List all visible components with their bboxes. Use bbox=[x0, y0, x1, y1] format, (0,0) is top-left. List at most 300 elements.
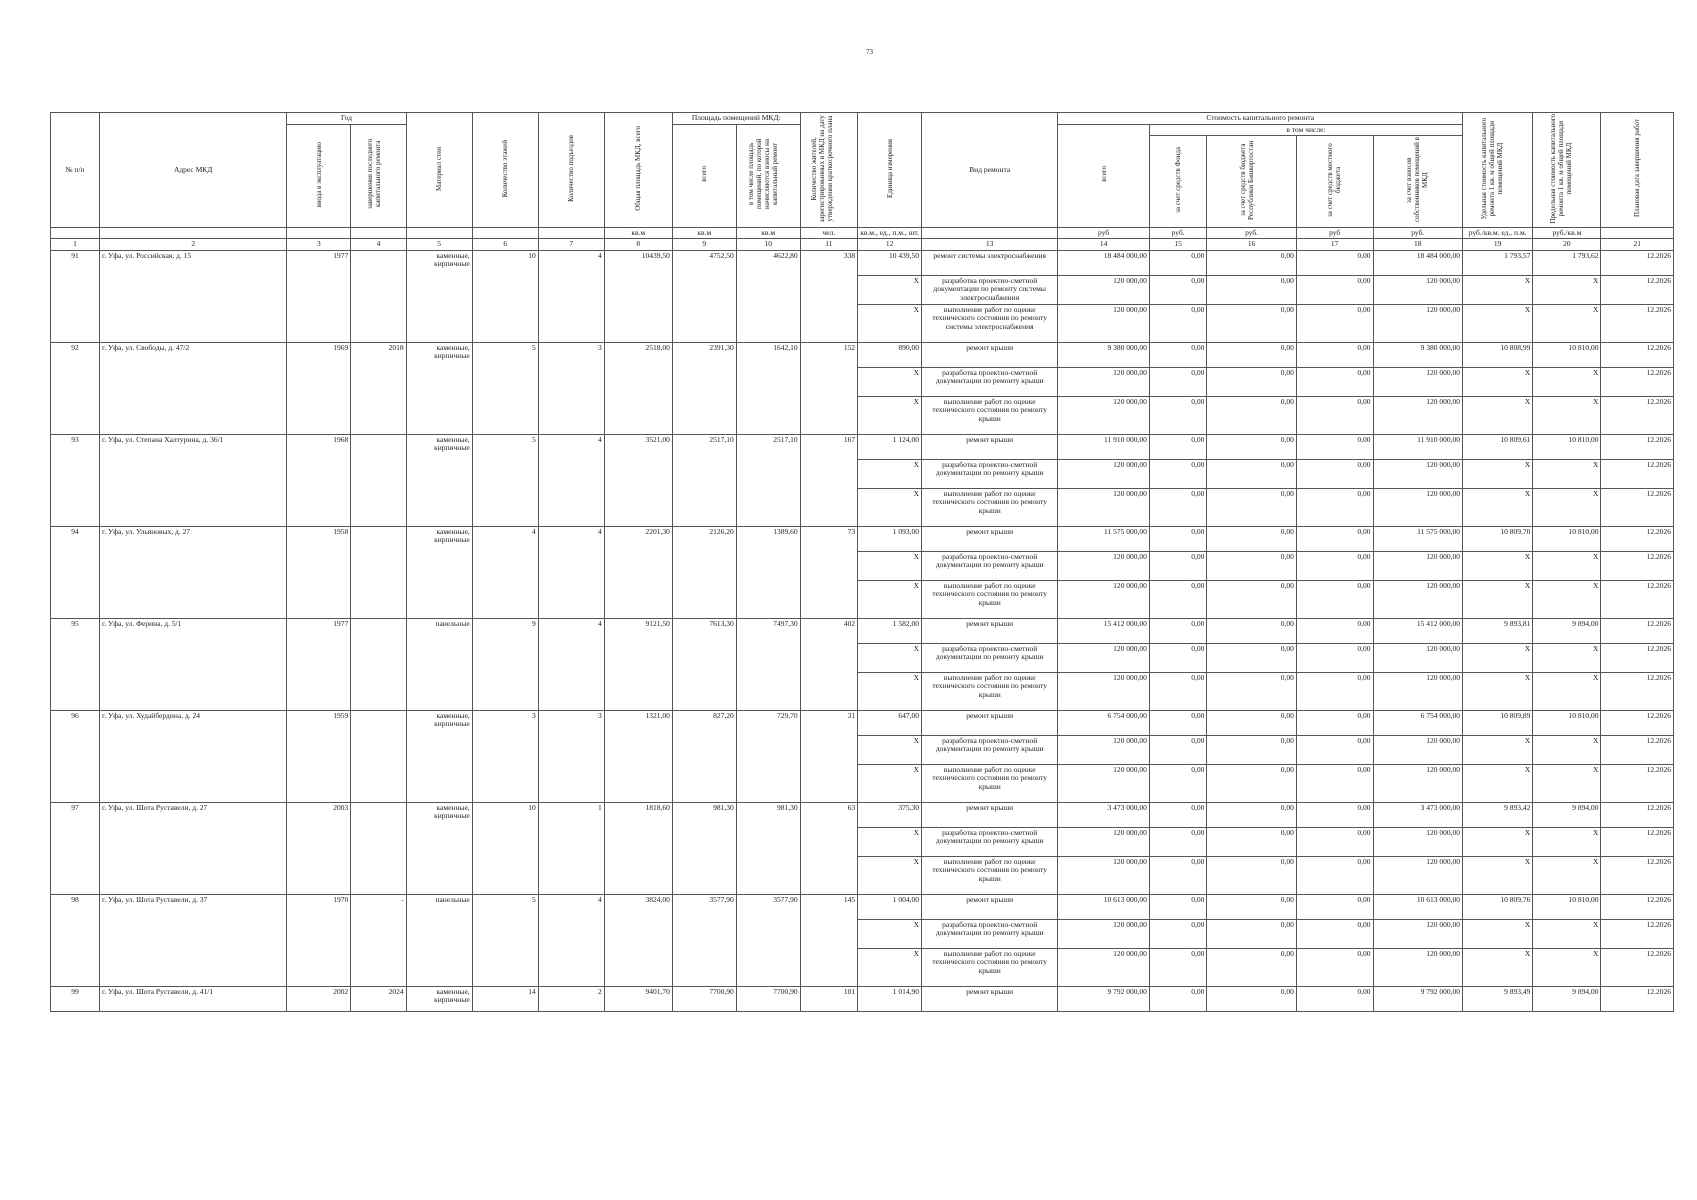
cell-work-owners: 9 380 000,00 bbox=[1373, 342, 1463, 367]
cell-floors: 3 bbox=[472, 710, 538, 802]
cell-work-unit-cost: 10 808,99 bbox=[1463, 342, 1533, 367]
table-row bbox=[51, 342, 1674, 367]
column-number: 4 bbox=[351, 239, 406, 251]
table-body bbox=[51, 239, 1674, 1012]
column-number: 16 bbox=[1207, 239, 1296, 251]
column-number: 12 bbox=[858, 239, 922, 251]
cell-work-date: 12.2026 bbox=[1601, 396, 1674, 434]
cell-work-qty: X bbox=[858, 672, 922, 710]
header-wall-material: Материал стен bbox=[406, 113, 472, 228]
cell-work-max-cost: 10 810,00 bbox=[1533, 342, 1601, 367]
cell-work-total: 120 000,00 bbox=[1058, 304, 1150, 342]
cell-work-total: 120 000,00 bbox=[1058, 919, 1150, 948]
cell-work-qty: X bbox=[858, 919, 922, 948]
cell-address: г. Уфа, ул. Ферина, д. 5/1 bbox=[99, 618, 286, 710]
cell-work-qty: 1 582,00 bbox=[858, 618, 922, 643]
cell-work-local: 0,00 bbox=[1296, 304, 1373, 342]
cell-work-max-cost: X bbox=[1533, 304, 1601, 342]
cell-work-owners: 120 000,00 bbox=[1373, 919, 1463, 948]
unit-cell: кв.м., ед., п.м., шт. bbox=[858, 227, 922, 239]
cell-work-max-cost: 1 793,62 bbox=[1533, 250, 1601, 275]
cell-work-date: 12.2026 bbox=[1601, 342, 1674, 367]
cell-work-owners: 9 792 000,00 bbox=[1373, 986, 1463, 1011]
cell-residents: 31 bbox=[800, 710, 858, 802]
cell-work-owners: 120 000,00 bbox=[1373, 672, 1463, 710]
column-number: 2 bbox=[99, 239, 286, 251]
cell-work-local: 0,00 bbox=[1296, 672, 1373, 710]
column-number: 10 bbox=[736, 239, 800, 251]
cell-area-total: 1818,60 bbox=[604, 802, 672, 894]
cell-residents: 402 bbox=[800, 618, 858, 710]
cell-material: панельные bbox=[406, 618, 472, 710]
cell-work-unit-cost: X bbox=[1463, 764, 1533, 802]
cell-work-local: 0,00 bbox=[1296, 580, 1373, 618]
cell-work-date: 12.2026 bbox=[1601, 367, 1674, 396]
cell-material: каменные, кирпичные bbox=[406, 342, 472, 434]
cell-work-owners: 18 484 000,00 bbox=[1373, 250, 1463, 275]
header-entrances: Количество подъездов bbox=[538, 113, 604, 228]
cell-no: 97 bbox=[51, 802, 100, 894]
header-address: Адрес МКД bbox=[99, 113, 286, 228]
table-row bbox=[51, 986, 1674, 1011]
cell-material: каменные, кирпичные bbox=[406, 986, 472, 1011]
cell-work-rep: 0,00 bbox=[1207, 948, 1296, 986]
cell-work-rep: 0,00 bbox=[1207, 618, 1296, 643]
cell-work-rep: 0,00 bbox=[1207, 488, 1296, 526]
cell-work-max-cost: 9 894,00 bbox=[1533, 618, 1601, 643]
cell-area-premises: 827,20 bbox=[672, 710, 736, 802]
cell-work-rep: 0,00 bbox=[1207, 764, 1296, 802]
cell-no: 93 bbox=[51, 434, 100, 526]
cell-work-date: 12.2026 bbox=[1601, 764, 1674, 802]
cell-no: 92 bbox=[51, 342, 100, 434]
cell-work-local: 0,00 bbox=[1296, 735, 1373, 764]
cell-address: г. Уфа, ул. Степана Халтурина, д. 36/1 bbox=[99, 434, 286, 526]
cell-area-premises: 2126,20 bbox=[672, 526, 736, 618]
cell-work-qty: X bbox=[858, 488, 922, 526]
cell-work-type: разработка проектно-сметной документации по ремонту крыши bbox=[922, 919, 1058, 948]
cell-work-type: выполнение работ по оценке технического состояния по ремонту крыши bbox=[922, 948, 1058, 986]
header-republic-budget: за счет средств бюджета Республики Башкортостан bbox=[1207, 136, 1296, 228]
cell-work-type: разработка проектно-сметной документации по ремонту крыши bbox=[922, 735, 1058, 764]
cell-work-type: разработка проектно-сметной документации по ремонту крыши bbox=[922, 827, 1058, 856]
cell-work-owners: 120 000,00 bbox=[1373, 856, 1463, 894]
cell-work-local: 0,00 bbox=[1296, 367, 1373, 396]
cell-work-local: 0,00 bbox=[1296, 551, 1373, 580]
cell-work-max-cost: 10 810,00 bbox=[1533, 526, 1601, 551]
column-number: 3 bbox=[287, 239, 351, 251]
cell-work-total: 120 000,00 bbox=[1058, 672, 1150, 710]
cell-work-total: 120 000,00 bbox=[1058, 827, 1150, 856]
cell-residents: 152 bbox=[800, 342, 858, 434]
cell-year-repair bbox=[351, 434, 406, 526]
column-number: 15 bbox=[1149, 239, 1207, 251]
cell-work-local: 0,00 bbox=[1296, 894, 1373, 919]
cell-entrances: 4 bbox=[538, 250, 604, 342]
unit-cell: руб. bbox=[1207, 227, 1296, 239]
header-owners-funds: за счет взносов собственников помещений в МКД bbox=[1373, 136, 1463, 228]
cell-work-owners: 10 613 000,00 bbox=[1373, 894, 1463, 919]
cell-work-max-cost: 9 894,00 bbox=[1533, 802, 1601, 827]
cell-area-total: 9401,70 bbox=[604, 986, 672, 1011]
header-premises-total: всего bbox=[672, 124, 736, 227]
cell-year-repair bbox=[351, 250, 406, 342]
unit-cell: руб./кв.м bbox=[1533, 227, 1601, 239]
cell-year-built: 1977 bbox=[287, 250, 351, 342]
cell-floors: 10 bbox=[472, 802, 538, 894]
cell-floors: 9 bbox=[472, 618, 538, 710]
cell-work-fund: 0,00 bbox=[1149, 827, 1207, 856]
cell-no: 95 bbox=[51, 618, 100, 710]
cell-work-date: 12.2026 bbox=[1601, 488, 1674, 526]
cell-work-qty: 10 439,50 bbox=[858, 250, 922, 275]
cell-work-type: выполнение работ по оценке технического состояния по ремонту крыши bbox=[922, 580, 1058, 618]
cell-work-type: ремонт крыши bbox=[922, 618, 1058, 643]
cell-area-residential: 2517,10 bbox=[736, 434, 800, 526]
cell-work-owners: 120 000,00 bbox=[1373, 948, 1463, 986]
cell-work-max-cost: X bbox=[1533, 948, 1601, 986]
cell-work-fund: 0,00 bbox=[1149, 986, 1207, 1011]
cell-work-total: 9 380 000,00 bbox=[1058, 342, 1150, 367]
cell-work-fund: 0,00 bbox=[1149, 342, 1207, 367]
cell-no: 96 bbox=[51, 710, 100, 802]
cell-work-unit-cost: X bbox=[1463, 275, 1533, 304]
cell-work-max-cost: X bbox=[1533, 367, 1601, 396]
cell-area-residential: 729,70 bbox=[736, 710, 800, 802]
cell-work-local: 0,00 bbox=[1296, 919, 1373, 948]
column-number: 19 bbox=[1463, 239, 1533, 251]
page-number: 73 bbox=[866, 48, 873, 56]
cell-work-type: выполнение работ по оценке технического состояния по ремонту крыши bbox=[922, 764, 1058, 802]
cell-work-qty: X bbox=[858, 275, 922, 304]
cell-work-owners: 120 000,00 bbox=[1373, 367, 1463, 396]
cell-work-local: 0,00 bbox=[1296, 342, 1373, 367]
cell-work-fund: 0,00 bbox=[1149, 459, 1207, 488]
cell-work-unit-cost: X bbox=[1463, 304, 1533, 342]
cell-work-total: 120 000,00 bbox=[1058, 367, 1150, 396]
cell-work-total: 120 000,00 bbox=[1058, 948, 1150, 986]
cell-work-local: 0,00 bbox=[1296, 764, 1373, 802]
cell-work-qty: 890,00 bbox=[858, 342, 922, 367]
cell-work-local: 0,00 bbox=[1296, 275, 1373, 304]
cell-work-local: 0,00 bbox=[1296, 618, 1373, 643]
cell-work-fund: 0,00 bbox=[1149, 802, 1207, 827]
column-number: 7 bbox=[538, 239, 604, 251]
table-row bbox=[51, 250, 1674, 275]
cell-work-type: ремонт крыши bbox=[922, 342, 1058, 367]
unit-cell: руб./кв.м. ед., п.м. bbox=[1463, 227, 1533, 239]
unit-cell: чел. bbox=[800, 227, 858, 239]
cell-work-fund: 0,00 bbox=[1149, 580, 1207, 618]
cell-work-owners: 120 000,00 bbox=[1373, 275, 1463, 304]
cell-work-max-cost: X bbox=[1533, 735, 1601, 764]
cell-residents: 145 bbox=[800, 894, 858, 986]
cell-work-unit-cost: X bbox=[1463, 580, 1533, 618]
cell-work-qty: X bbox=[858, 396, 922, 434]
cell-work-local: 0,00 bbox=[1296, 488, 1373, 526]
cell-work-max-cost: X bbox=[1533, 643, 1601, 672]
cell-work-fund: 0,00 bbox=[1149, 250, 1207, 275]
cell-work-date: 12.2026 bbox=[1601, 948, 1674, 986]
cell-work-rep: 0,00 bbox=[1207, 250, 1296, 275]
cell-work-date: 12.2026 bbox=[1601, 275, 1674, 304]
cell-work-local: 0,00 bbox=[1296, 986, 1373, 1011]
cell-work-date: 12.2026 bbox=[1601, 856, 1674, 894]
cell-work-fund: 0,00 bbox=[1149, 396, 1207, 434]
cell-area-premises: 4752,50 bbox=[672, 250, 736, 342]
cell-material: каменные, кирпичные bbox=[406, 434, 472, 526]
cell-work-unit-cost: X bbox=[1463, 459, 1533, 488]
cell-work-type: разработка проектно-сметной документации по ремонту крыши bbox=[922, 551, 1058, 580]
cell-entrances: 3 bbox=[538, 342, 604, 434]
cell-floors: 14 bbox=[472, 986, 538, 1011]
cell-work-qty: 1 004,00 bbox=[858, 894, 922, 919]
cell-work-date: 12.2026 bbox=[1601, 459, 1674, 488]
cell-no: 99 bbox=[51, 986, 100, 1011]
cell-work-max-cost: X bbox=[1533, 488, 1601, 526]
cell-work-owners: 120 000,00 bbox=[1373, 827, 1463, 856]
header-premises-area: Площадь помещений МКД: bbox=[672, 113, 800, 125]
cell-work-type: выполнение работ по оценке технического состояния по ремонту крыши bbox=[922, 672, 1058, 710]
cell-work-unit-cost: X bbox=[1463, 919, 1533, 948]
cell-work-qty: X bbox=[858, 764, 922, 802]
cell-residents: 73 bbox=[800, 526, 858, 618]
header-year-last-repair: завершения последнего капитального ремонта bbox=[351, 124, 406, 227]
cell-work-date: 12.2026 bbox=[1601, 710, 1674, 735]
cell-address: г. Уфа, ул. Российская, д. 15 bbox=[99, 250, 286, 342]
cell-work-qty: 375,30 bbox=[858, 802, 922, 827]
cell-work-date: 12.2026 bbox=[1601, 894, 1674, 919]
cell-work-rep: 0,00 bbox=[1207, 802, 1296, 827]
cell-work-unit-cost: X bbox=[1463, 856, 1533, 894]
cell-work-date: 12.2026 bbox=[1601, 672, 1674, 710]
cell-work-unit-cost: 9 893,49 bbox=[1463, 986, 1533, 1011]
cell-work-local: 0,00 bbox=[1296, 459, 1373, 488]
cell-area-residential: 3577,90 bbox=[736, 894, 800, 986]
header-cost-total: всего bbox=[1058, 124, 1150, 227]
cell-work-total: 120 000,00 bbox=[1058, 856, 1150, 894]
cell-work-date: 12.2026 bbox=[1601, 827, 1674, 856]
cell-work-qty: 1 124,00 bbox=[858, 434, 922, 459]
cell-work-local: 0,00 bbox=[1296, 827, 1373, 856]
cell-material: панельные bbox=[406, 894, 472, 986]
cell-work-total: 120 000,00 bbox=[1058, 396, 1150, 434]
cell-work-local: 0,00 bbox=[1296, 710, 1373, 735]
cell-work-date: 12.2026 bbox=[1601, 735, 1674, 764]
cell-work-owners: 6 754 000,00 bbox=[1373, 710, 1463, 735]
cell-work-fund: 0,00 bbox=[1149, 919, 1207, 948]
cell-work-owners: 120 000,00 bbox=[1373, 488, 1463, 526]
cell-work-rep: 0,00 bbox=[1207, 396, 1296, 434]
column-number: 14 bbox=[1058, 239, 1150, 251]
cell-work-date: 12.2026 bbox=[1601, 304, 1674, 342]
cell-no: 98 bbox=[51, 894, 100, 986]
header-unit-measure: Единица измерения bbox=[858, 113, 922, 228]
cell-work-qty: X bbox=[858, 580, 922, 618]
cell-work-max-cost: X bbox=[1533, 827, 1601, 856]
cell-work-max-cost: X bbox=[1533, 919, 1601, 948]
unit-cell: кв.м bbox=[736, 227, 800, 239]
cell-work-qty: 647,00 bbox=[858, 710, 922, 735]
cell-work-qty: X bbox=[858, 643, 922, 672]
cell-work-total: 10 613 000,00 bbox=[1058, 894, 1150, 919]
cell-address: г. Уфа, ул. Худайбердина, д. 24 bbox=[99, 710, 286, 802]
cell-work-fund: 0,00 bbox=[1149, 643, 1207, 672]
cell-entrances: 3 bbox=[538, 710, 604, 802]
column-number: 20 bbox=[1533, 239, 1601, 251]
cell-work-local: 0,00 bbox=[1296, 434, 1373, 459]
cell-material: каменные, кирпичные bbox=[406, 802, 472, 894]
cell-entrances: 4 bbox=[538, 894, 604, 986]
cell-work-owners: 120 000,00 bbox=[1373, 551, 1463, 580]
cell-work-rep: 0,00 bbox=[1207, 710, 1296, 735]
cell-work-fund: 0,00 bbox=[1149, 672, 1207, 710]
cell-area-residential: 4622,80 bbox=[736, 250, 800, 342]
cell-work-local: 0,00 bbox=[1296, 643, 1373, 672]
cell-work-rep: 0,00 bbox=[1207, 735, 1296, 764]
cell-work-max-cost: X bbox=[1533, 551, 1601, 580]
cell-work-rep: 0,00 bbox=[1207, 894, 1296, 919]
cell-work-unit-cost: X bbox=[1463, 488, 1533, 526]
cell-work-rep: 0,00 bbox=[1207, 672, 1296, 710]
cell-floors: 4 bbox=[472, 526, 538, 618]
cell-work-unit-cost: 10 809,89 bbox=[1463, 710, 1533, 735]
cell-work-total: 3 473 000,00 bbox=[1058, 802, 1150, 827]
table-row bbox=[51, 710, 1674, 735]
cell-work-type: выполнение работ по оценке технического состояния по ремонту крыши bbox=[922, 488, 1058, 526]
cell-work-unit-cost: X bbox=[1463, 672, 1533, 710]
cell-work-unit-cost: 1 793,57 bbox=[1463, 250, 1533, 275]
column-number: 13 bbox=[922, 239, 1058, 251]
cell-work-max-cost: X bbox=[1533, 764, 1601, 802]
cell-year-built: 1970 bbox=[287, 894, 351, 986]
cell-work-total: 120 000,00 bbox=[1058, 764, 1150, 802]
header-residents: Количество жителей, зарегистрированных в МКД на дату утверждения краткосрочного плана bbox=[800, 113, 858, 228]
table-header bbox=[51, 113, 1674, 239]
cell-year-built: 2002 bbox=[287, 986, 351, 1011]
cell-work-local: 0,00 bbox=[1296, 948, 1373, 986]
cell-work-type: ремонт системы электроснабжения bbox=[922, 250, 1058, 275]
cell-work-local: 0,00 bbox=[1296, 526, 1373, 551]
cell-work-type: ремонт крыши bbox=[922, 802, 1058, 827]
cell-work-total: 120 000,00 bbox=[1058, 551, 1150, 580]
cell-work-date: 12.2026 bbox=[1601, 919, 1674, 948]
cell-work-date: 12.2026 bbox=[1601, 580, 1674, 618]
cell-work-total: 18 484 000,00 bbox=[1058, 250, 1150, 275]
cell-work-total: 120 000,00 bbox=[1058, 580, 1150, 618]
column-number: 18 bbox=[1373, 239, 1463, 251]
cell-work-rep: 0,00 bbox=[1207, 580, 1296, 618]
cell-work-rep: 0,00 bbox=[1207, 827, 1296, 856]
cell-residents: 338 bbox=[800, 250, 858, 342]
cell-area-premises: 3577,90 bbox=[672, 894, 736, 986]
cell-work-unit-cost: X bbox=[1463, 827, 1533, 856]
cell-work-fund: 0,00 bbox=[1149, 551, 1207, 580]
header-unit-cost: Удельная стоимость капитального ремонта 1 кв. м общей площади помещений МКД bbox=[1463, 113, 1533, 228]
table-row bbox=[51, 618, 1674, 643]
cell-work-max-cost: X bbox=[1533, 856, 1601, 894]
cell-work-type: ремонт крыши bbox=[922, 434, 1058, 459]
cell-work-max-cost: X bbox=[1533, 672, 1601, 710]
cell-work-max-cost: 10 810,00 bbox=[1533, 894, 1601, 919]
cell-work-owners: 11 910 000,00 bbox=[1373, 434, 1463, 459]
column-number: 9 bbox=[672, 239, 736, 251]
cell-work-owners: 120 000,00 bbox=[1373, 735, 1463, 764]
capital-repair-table bbox=[50, 112, 1674, 1012]
cell-work-max-cost: 9 894,00 bbox=[1533, 986, 1601, 1011]
column-number: 1 bbox=[51, 239, 100, 251]
column-number: 11 bbox=[800, 239, 858, 251]
cell-work-local: 0,00 bbox=[1296, 250, 1373, 275]
cell-address: г. Уфа, ул. Свободы, д. 47/2 bbox=[99, 342, 286, 434]
cell-material: каменные, кирпичные bbox=[406, 250, 472, 342]
cell-work-unit-cost: X bbox=[1463, 367, 1533, 396]
cell-no: 94 bbox=[51, 526, 100, 618]
cell-entrances: 4 bbox=[538, 618, 604, 710]
header-including: в том числе: bbox=[1149, 124, 1462, 136]
cell-work-rep: 0,00 bbox=[1207, 643, 1296, 672]
cell-year-built: 1968 bbox=[287, 434, 351, 526]
cell-year-built: 1969 bbox=[287, 342, 351, 434]
cell-residents: 63 bbox=[800, 802, 858, 894]
cell-work-fund: 0,00 bbox=[1149, 488, 1207, 526]
cell-work-local: 0,00 bbox=[1296, 802, 1373, 827]
cell-work-date: 12.2026 bbox=[1601, 434, 1674, 459]
cell-address: г. Уфа, ул. Шота Руставели, д. 41/1 bbox=[99, 986, 286, 1011]
cell-work-fund: 0,00 bbox=[1149, 735, 1207, 764]
cell-work-rep: 0,00 bbox=[1207, 986, 1296, 1011]
column-number: 17 bbox=[1296, 239, 1373, 251]
cell-area-total: 9121,50 bbox=[604, 618, 672, 710]
cell-work-fund: 0,00 bbox=[1149, 764, 1207, 802]
cell-year-repair: 2024 bbox=[351, 986, 406, 1011]
cell-work-qty: X bbox=[858, 551, 922, 580]
cell-work-date: 12.2026 bbox=[1601, 643, 1674, 672]
cell-work-fund: 0,00 bbox=[1149, 526, 1207, 551]
cell-work-qty: 1 093,00 bbox=[858, 526, 922, 551]
cell-residents: 101 bbox=[800, 986, 858, 1011]
header-premises-residential: в том числе площадь помещений, по которой начисляются взносы на капитальный ремонт bbox=[736, 124, 800, 227]
cell-entrances: 4 bbox=[538, 526, 604, 618]
column-number-row bbox=[51, 239, 1674, 251]
unit-cell: руб bbox=[1296, 227, 1373, 239]
column-number: 21 bbox=[1601, 239, 1674, 251]
cell-work-type: разработка проектно-сметной документации по ремонту крыши bbox=[922, 643, 1058, 672]
cell-work-unit-cost: 10 809,61 bbox=[1463, 434, 1533, 459]
cell-work-unit-cost: 10 809,76 bbox=[1463, 894, 1533, 919]
cell-work-fund: 0,00 bbox=[1149, 367, 1207, 396]
cell-entrances: 2 bbox=[538, 986, 604, 1011]
cell-work-rep: 0,00 bbox=[1207, 275, 1296, 304]
cell-work-rep: 0,00 bbox=[1207, 304, 1296, 342]
unit-cell: руб bbox=[1058, 227, 1150, 239]
cell-year-repair: 2018 bbox=[351, 342, 406, 434]
cell-work-rep: 0,00 bbox=[1207, 919, 1296, 948]
cell-work-owners: 120 000,00 bbox=[1373, 304, 1463, 342]
cell-area-premises: 2517,10 bbox=[672, 434, 736, 526]
cell-work-unit-cost: X bbox=[1463, 396, 1533, 434]
cell-work-qty: X bbox=[858, 367, 922, 396]
cell-work-owners: 120 000,00 bbox=[1373, 764, 1463, 802]
cell-area-total: 10439,50 bbox=[604, 250, 672, 342]
cell-work-total: 120 000,00 bbox=[1058, 735, 1150, 764]
cell-work-owners: 11 575 000,00 bbox=[1373, 526, 1463, 551]
cell-work-fund: 0,00 bbox=[1149, 948, 1207, 986]
cell-work-total: 11 910 000,00 bbox=[1058, 434, 1150, 459]
cell-work-total: 120 000,00 bbox=[1058, 488, 1150, 526]
table-row bbox=[51, 894, 1674, 919]
cell-work-unit-cost: 9 893,81 bbox=[1463, 618, 1533, 643]
